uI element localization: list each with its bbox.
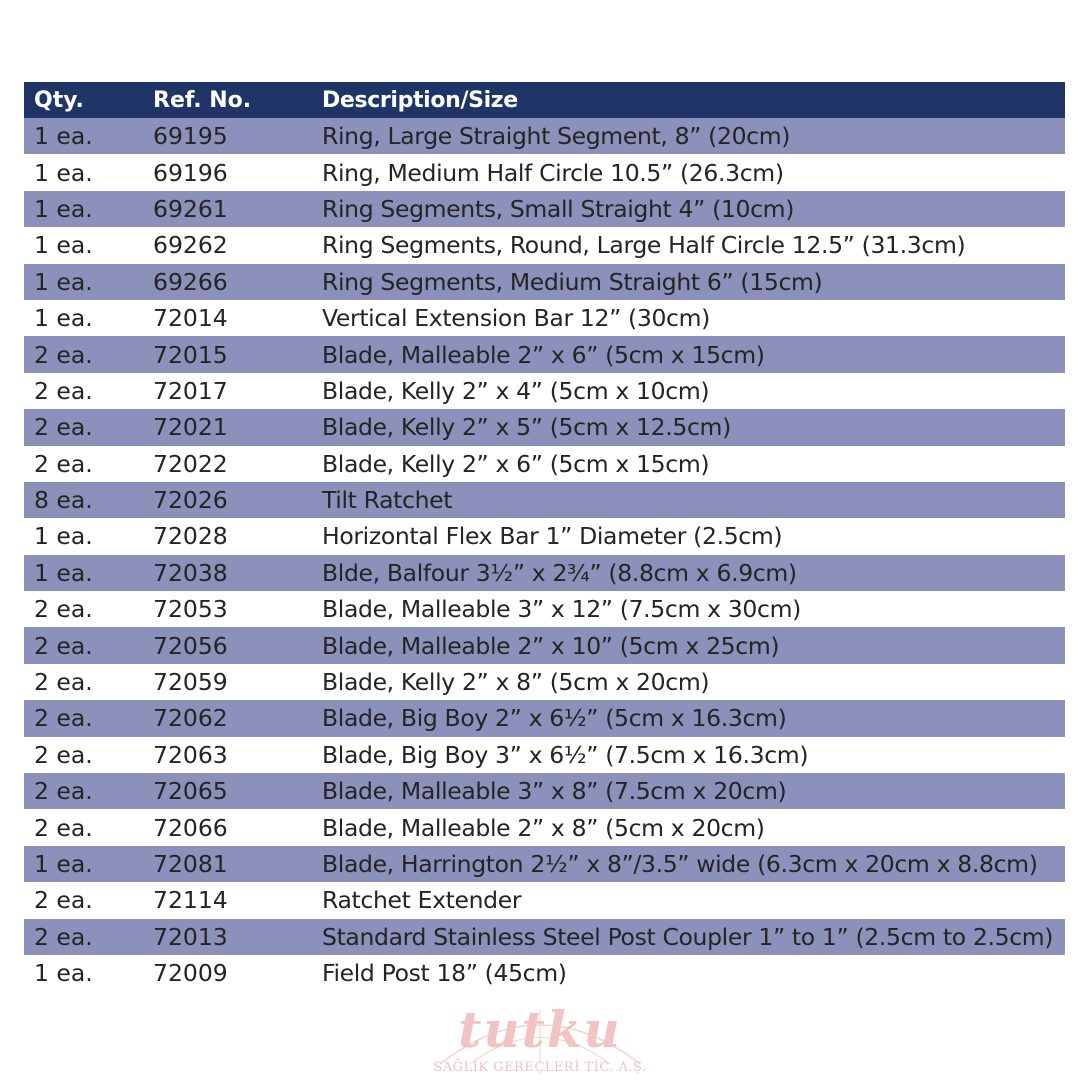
description-cell: Blade, Malleable 3” x 12” (7.5cm x 30cm) — [322, 595, 801, 624]
qty-cell: 1 ea. — [34, 158, 93, 187]
table-row — [24, 191, 1065, 227]
qty-cell: 1 ea. — [34, 959, 93, 988]
ref-no-cell: 72066 — [153, 813, 228, 842]
ref-no-cell: 72038 — [153, 558, 228, 587]
ref-no-cell: 69262 — [153, 231, 228, 260]
description-cell: Standard Stainless Steel Post Coupler 1” to 1” (2.5cm to 2.5cm) — [322, 922, 1054, 951]
table-row — [24, 336, 1065, 372]
table-row — [24, 737, 1065, 773]
table-row — [24, 409, 1065, 445]
ref-no-cell: 69266 — [153, 267, 228, 296]
ref-no-cell: 72081 — [153, 850, 228, 878]
parts-table — [24, 82, 1065, 991]
description-cell: Blade, Malleable 2” x 8” (5cm x 20cm) — [322, 813, 765, 842]
table-row — [24, 846, 1065, 882]
description-cell: Blade, Malleable 3” x 8” (7.5cm x 20cm) — [322, 777, 787, 806]
qty-cell: 2 ea. — [34, 376, 93, 405]
qty-cell: 2 ea. — [34, 886, 93, 915]
table-row — [24, 227, 1065, 263]
ref-no-cell: 72026 — [153, 486, 228, 515]
table-row — [24, 446, 1065, 482]
table-row — [24, 118, 1065, 154]
description-cell: Blade, Harrington 2½” x 8”/3.5” wide (6.3cm x 20cm x 8.8cm) — [322, 850, 1038, 878]
table-row — [24, 518, 1065, 554]
ref-no-cell: 72114 — [153, 886, 228, 915]
qty-cell: 2 ea. — [34, 413, 93, 442]
ref-no-cell: 69196 — [153, 158, 228, 187]
qty-cell: 2 ea. — [34, 813, 93, 842]
ref-no-cell: 72056 — [153, 631, 228, 660]
ref-no-cell: 72028 — [153, 522, 228, 551]
ref-no-cell: 72053 — [153, 595, 228, 624]
header-description: Description/Size — [322, 87, 518, 113]
description-cell: Blade, Kelly 2” x 6” (5cm x 15cm) — [322, 449, 710, 478]
table-row — [24, 591, 1065, 627]
table-row — [24, 555, 1065, 591]
table-row — [24, 664, 1065, 700]
description-cell: Vertical Extension Bar 12” (30cm) — [322, 304, 710, 333]
ref-no-cell: 72015 — [153, 340, 228, 369]
table-row — [24, 373, 1065, 409]
description-cell: Blde, Balfour 3½” x 2¾” (8.8cm x 6.9cm) — [322, 558, 797, 587]
table-row — [24, 482, 1065, 518]
qty-cell: 2 ea. — [34, 449, 93, 478]
ref-no-cell: 72059 — [153, 668, 228, 697]
table-row — [24, 627, 1065, 663]
table-row — [24, 154, 1065, 190]
watermark-subtitle: SAĞLIK GEREÇLERİ TİC. A.Ş. — [433, 1060, 647, 1075]
ref-no-cell: 72009 — [153, 959, 228, 988]
ref-no-cell: 72013 — [153, 922, 228, 951]
qty-cell: 2 ea. — [34, 340, 93, 369]
description-cell: Horizontal Flex Bar 1” Diameter (2.5cm) — [322, 522, 783, 551]
description-cell: Ring Segments, Round, Large Half Circle 12.5” (31.3cm) — [322, 231, 966, 260]
table-row — [24, 700, 1065, 736]
table-row — [24, 882, 1065, 918]
description-cell: Field Post 18” (45cm) — [322, 959, 567, 988]
header-qty: Qty. — [34, 87, 84, 113]
qty-cell: 2 ea. — [34, 740, 93, 769]
ref-no-cell: 72017 — [153, 376, 228, 405]
qty-cell: 2 ea. — [34, 668, 93, 697]
table-row — [24, 264, 1065, 300]
description-cell: Blade, Malleable 2” x 6” (5cm x 15cm) — [322, 340, 765, 369]
table-body — [24, 118, 1065, 991]
description-cell: Blade, Big Boy 2” x 6½” (5cm x 16.3cm) — [322, 704, 787, 733]
description-cell: Ring, Large Straight Segment, 8” (20cm) — [322, 122, 791, 151]
ref-no-cell: 69261 — [153, 194, 228, 223]
qty-cell: 2 ea. — [34, 922, 93, 951]
ref-no-cell: 72065 — [153, 777, 228, 806]
company-watermark — [400, 1002, 680, 1080]
description-cell: Blade, Malleable 2” x 10” (5cm x 25cm) — [322, 631, 780, 660]
description-cell: Blade, Kelly 2” x 5” (5cm x 12.5cm) — [322, 413, 731, 442]
table-header — [24, 82, 1065, 118]
description-cell: Blade, Big Boy 3” x 6½” (7.5cm x 16.3cm) — [322, 740, 809, 769]
description-cell: Ring Segments, Medium Straight 6” (15cm) — [322, 267, 823, 296]
description-cell: Blade, Kelly 2” x 4” (5cm x 10cm) — [322, 376, 710, 405]
ref-no-cell: 72014 — [153, 304, 228, 333]
table-row — [24, 919, 1065, 955]
watermark-logo: tutku — [458, 1000, 622, 1059]
qty-cell: 2 ea. — [34, 595, 93, 624]
qty-cell: 2 ea. — [34, 777, 93, 806]
table-row — [24, 809, 1065, 845]
qty-cell: 1 ea. — [34, 522, 93, 551]
qty-cell: 1 ea. — [34, 231, 93, 260]
table-row — [24, 300, 1065, 336]
header-ref-no: Ref. No. — [153, 87, 252, 113]
qty-cell: 2 ea. — [34, 631, 93, 660]
table-row — [24, 955, 1065, 991]
description-cell: Tilt Ratchet — [322, 486, 453, 515]
qty-cell: 1 ea. — [34, 194, 93, 223]
qty-cell: 1 ea. — [34, 122, 93, 151]
description-cell: Ring Segments, Small Straight 4” (10cm) — [322, 194, 795, 223]
ref-no-cell: 72062 — [153, 704, 228, 733]
ref-no-cell: 72022 — [153, 449, 228, 478]
ref-no-cell: 72021 — [153, 413, 228, 442]
qty-cell: 1 ea. — [34, 558, 93, 587]
qty-cell: 1 ea. — [34, 850, 93, 878]
qty-cell: 1 ea. — [34, 304, 93, 333]
ref-no-cell: 69195 — [153, 122, 228, 151]
description-cell: Ring, Medium Half Circle 10.5” (26.3cm) — [322, 158, 784, 187]
qty-cell: 2 ea. — [34, 704, 93, 733]
qty-cell: 1 ea. — [34, 267, 93, 296]
description-cell: Ratchet Extender — [322, 886, 522, 915]
ref-no-cell: 72063 — [153, 740, 228, 769]
qty-cell: 8 ea. — [34, 486, 93, 515]
table-row — [24, 773, 1065, 809]
description-cell: Blade, Kelly 2” x 8” (5cm x 20cm) — [322, 668, 710, 697]
